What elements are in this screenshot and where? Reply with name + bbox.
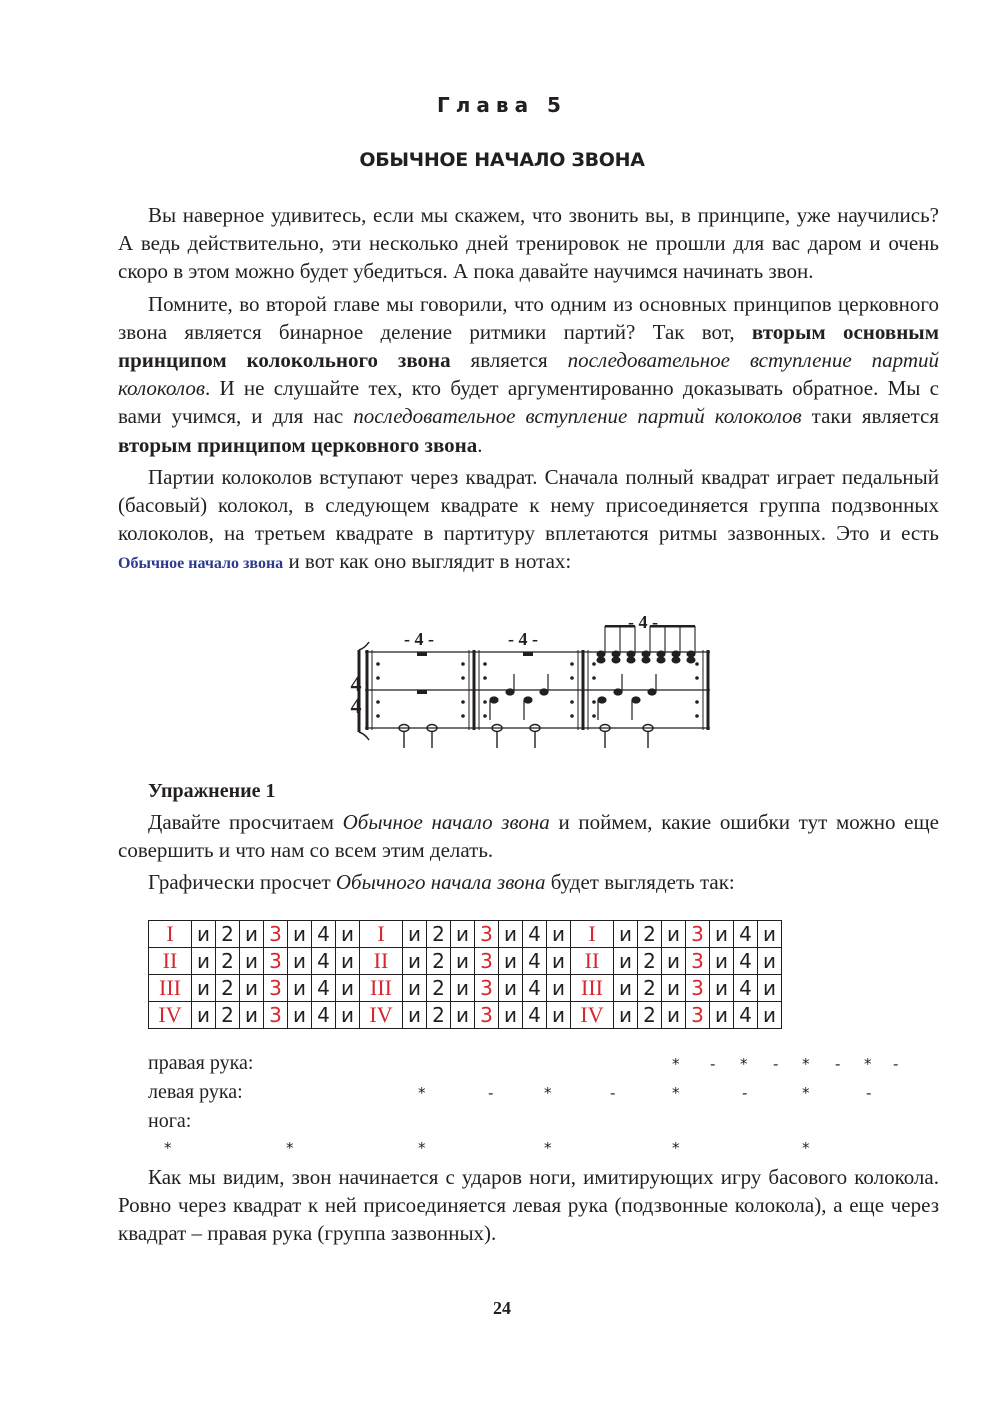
count-cell: 4: [312, 975, 336, 1002]
foot-mark: *: [286, 1139, 294, 1157]
left-hand-label: левая рука:: [148, 1081, 243, 1103]
count-cell: и: [614, 975, 638, 1002]
count-cell: 4: [312, 1002, 336, 1029]
count-cell: 2: [216, 948, 240, 975]
count-cell: и: [758, 1002, 782, 1029]
count-cell: и: [192, 948, 216, 975]
count-cell: 2: [427, 1002, 451, 1029]
count-cell: и: [451, 921, 475, 948]
count-cell: 2: [638, 1002, 662, 1029]
count-cell: I: [360, 921, 403, 948]
count-cell: и: [451, 1002, 475, 1029]
page-number: 24: [493, 1298, 511, 1318]
count-cell: 2: [427, 921, 451, 948]
measure-mark-3: - 4 -: [628, 612, 658, 632]
count-cell: и: [710, 948, 734, 975]
count-cell: 2: [216, 921, 240, 948]
hand-pattern: [148, 1052, 928, 1162]
count-cell: и: [240, 921, 264, 948]
count-cell: и: [547, 921, 571, 948]
right-hand-mark: -: [835, 1055, 841, 1073]
count-cell: и: [288, 948, 312, 975]
count-cell: 3: [686, 975, 710, 1002]
paragraph-3: [118, 463, 939, 579]
count-cell: 3: [264, 1002, 288, 1029]
measure-mark-1: - 4 -: [404, 629, 434, 649]
count-cell: и: [499, 1002, 523, 1029]
count-cell: IV: [149, 1002, 192, 1029]
ex1-text-a: Давайте просчитаем: [148, 810, 343, 834]
count-cell: и: [614, 921, 638, 948]
count-cell: и: [710, 1002, 734, 1029]
count-cell: 4: [312, 948, 336, 975]
count-cell: 2: [427, 948, 451, 975]
count-cell: 4: [734, 921, 758, 948]
right-hand-mark: -: [773, 1055, 779, 1073]
count-cell: и: [288, 1002, 312, 1029]
count-cell: II: [149, 948, 192, 975]
count-cell: и: [288, 975, 312, 1002]
count-cell: и: [547, 948, 571, 975]
p2-bold-second-principle: вторым принципом церковного звона: [118, 432, 478, 457]
p2-text-a: Помните, во второй главе мы говорили, что одним из основных принципов церковного звона является бинарное деление ритмики партий? Так вот,: [118, 291, 939, 344]
count-cell: и: [758, 948, 782, 975]
count-cell: и: [451, 975, 475, 1002]
count-cell: 3: [475, 921, 499, 948]
p3-text-a: Партии колоколов вступают через квадрат. Сначала полный квадрат играет педальный (басовый) колокол, в следующем квадрате к нему присоединяется группа подзвонных колоколов, на третьем квадрате в партитуру вплетаются ритмы зазвонных. Это и есть: [118, 464, 939, 546]
count-cell: 4: [523, 921, 547, 948]
left-hand-mark: *: [544, 1084, 552, 1102]
count-cell: и: [192, 975, 216, 1002]
time-sig-bottom: 4: [350, 693, 362, 718]
p2-text-g: таки является: [801, 404, 939, 429]
ex2-text-c: будет выглядеть так:: [545, 870, 735, 895]
count-cell: 3: [264, 948, 288, 975]
left-hand-mark: *: [672, 1084, 680, 1102]
count-row: [149, 948, 782, 975]
count-cell: и: [662, 948, 686, 975]
count-cell: I: [571, 921, 614, 948]
count-cell: и: [758, 975, 782, 1002]
paragraph-2: [118, 290, 939, 459]
usual-start-link[interactable]: Обычное начало звона: [118, 555, 284, 573]
right-hand-mark: *: [672, 1055, 680, 1073]
count-cell: 4: [734, 1002, 758, 1029]
exercise-paragraph-1: [118, 808, 939, 864]
count-row: [149, 975, 782, 1002]
ex1-italic: Обычное начало звона: [342, 810, 550, 834]
p3-text-b: и вот как оно выглядит в нотах:: [283, 549, 572, 574]
count-row: [149, 1002, 782, 1029]
count-cell: и: [710, 921, 734, 948]
closing-paragraph: Как мы видим, звон начинается с ударов ноги, имитирующих игру басового колокола. Ровно через квадрат к ней присоединяется левая рука (подзвонные колокола), а еще через квадрат – правая рука (группа зазвонных).: [118, 1165, 939, 1246]
foot-label: нога:: [148, 1110, 192, 1132]
count-cell: и: [499, 948, 523, 975]
ex2-text-a: Графически просчет: [148, 870, 336, 895]
count-cell: и: [403, 975, 427, 1002]
foot-mark: *: [544, 1139, 552, 1157]
right-hand-mark: -: [710, 1055, 716, 1073]
music-score: [345, 612, 715, 770]
measure-mark-2: - 4 -: [508, 629, 538, 649]
count-cell: и: [336, 948, 360, 975]
count-cell: и: [336, 921, 360, 948]
count-cell: и: [710, 975, 734, 1002]
count-cell: и: [499, 975, 523, 1002]
exercise-paragraph-2: [118, 868, 939, 896]
count-cell: III: [571, 975, 614, 1002]
closing-text: [118, 1163, 939, 1248]
count-cell: и: [403, 921, 427, 948]
p2-bold-principle: вторым основным принципом колокольного звона: [118, 319, 939, 373]
count-cell: 2: [216, 1002, 240, 1029]
left-hand-mark: -: [610, 1084, 616, 1102]
foot-mark: *: [418, 1139, 426, 1157]
count-table: [148, 920, 782, 1029]
chapter-heading: Глава 5: [437, 93, 567, 117]
p2-text-c: является: [450, 348, 568, 373]
exercise-heading: Упражнение 1: [148, 780, 276, 802]
count-cell: и: [240, 1002, 264, 1029]
count-cell: и: [403, 948, 427, 975]
count-cell: 3: [475, 975, 499, 1002]
count-cell: и: [451, 948, 475, 975]
count-cell: и: [192, 921, 216, 948]
right-hand-mark: *: [864, 1055, 872, 1073]
count-cell: II: [571, 948, 614, 975]
count-cell: и: [662, 921, 686, 948]
count-cell: 2: [216, 975, 240, 1002]
count-cell: и: [499, 921, 523, 948]
count-cell: 4: [523, 948, 547, 975]
count-cell: IV: [571, 1002, 614, 1029]
count-cell: III: [360, 975, 403, 1002]
count-cell: и: [336, 1002, 360, 1029]
count-cell: и: [758, 921, 782, 948]
count-cell: 2: [638, 948, 662, 975]
left-hand-mark: -: [742, 1084, 748, 1102]
count-cell: и: [192, 1002, 216, 1029]
count-cell: IV: [360, 1002, 403, 1029]
count-cell: 3: [686, 948, 710, 975]
count-cell: I: [149, 921, 192, 948]
right-hand-mark: *: [802, 1055, 810, 1073]
p2-italic-entry-2: последовательное вступление партий колоколов: [353, 404, 802, 429]
count-cell: 3: [686, 921, 710, 948]
foot-mark: *: [672, 1139, 680, 1157]
count-cell: и: [547, 975, 571, 1002]
count-cell: 4: [734, 948, 758, 975]
foot-mark: *: [802, 1139, 810, 1157]
count-cell: 3: [475, 1002, 499, 1029]
ex1-text-c: и поймем, какие ошибки тут можно еще совершить и что нам со всем этим делать.: [118, 810, 939, 863]
p2-italic-entry: последовательное вступление партий колоколов: [118, 348, 940, 401]
paragraph-1: Вы наверное удивитесь, если мы скажем, что звонить вы, в принципе, уже научились? А ведь действительно, эти несколько дней тренировок не прошли для вас даром и очень скоро в этом можно будет убедиться. А пока давайте научимся начинать звон.: [118, 203, 939, 284]
count-cell: и: [662, 1002, 686, 1029]
count-cell: 3: [686, 1002, 710, 1029]
count-cell: и: [240, 948, 264, 975]
count-cell: 4: [523, 975, 547, 1002]
ex2-italic: Обычного начала звона: [335, 870, 546, 895]
count-cell: и: [662, 975, 686, 1002]
count-cell: 4: [523, 1002, 547, 1029]
count-row: [149, 921, 782, 948]
left-hand-mark: *: [802, 1084, 810, 1102]
count-cell: 2: [638, 921, 662, 948]
count-cell: и: [614, 1002, 638, 1029]
count-cell: 2: [638, 975, 662, 1002]
count-cell: и: [240, 975, 264, 1002]
right-hand-mark: -: [893, 1055, 899, 1073]
time-sig-top: 4: [350, 671, 362, 696]
body-text: [118, 201, 939, 583]
count-cell: 2: [427, 975, 451, 1002]
count-cell: 3: [264, 975, 288, 1002]
left-hand-mark: -: [866, 1084, 872, 1102]
p2-text-e: . И не слушайте тех, кто будет аргументированно доказывать обратное. Мы с вами учимся, и для нас: [118, 376, 939, 429]
p2-text-i: .: [477, 432, 483, 457]
right-hand-mark: *: [740, 1055, 748, 1073]
count-cell: 3: [264, 921, 288, 948]
count-cell: II: [360, 948, 403, 975]
count-cell: и: [547, 1002, 571, 1029]
count-cell: и: [403, 1002, 427, 1029]
count-cell: и: [336, 975, 360, 1002]
chapter-title: ОБЫЧНОЕ НАЧАЛО ЗВОНА: [359, 149, 645, 171]
count-cell: и: [614, 948, 638, 975]
right-hand-label: правая рука:: [148, 1052, 254, 1074]
count-cell: и: [288, 921, 312, 948]
left-hand-mark: *: [418, 1084, 426, 1102]
left-hand-mark: -: [488, 1084, 494, 1102]
count-cell: 4: [312, 921, 336, 948]
count-cell: 4: [734, 975, 758, 1002]
count-cell: 3: [475, 948, 499, 975]
foot-mark: *: [164, 1139, 172, 1157]
count-cell: III: [149, 975, 192, 1002]
exercise-text: [118, 808, 939, 901]
